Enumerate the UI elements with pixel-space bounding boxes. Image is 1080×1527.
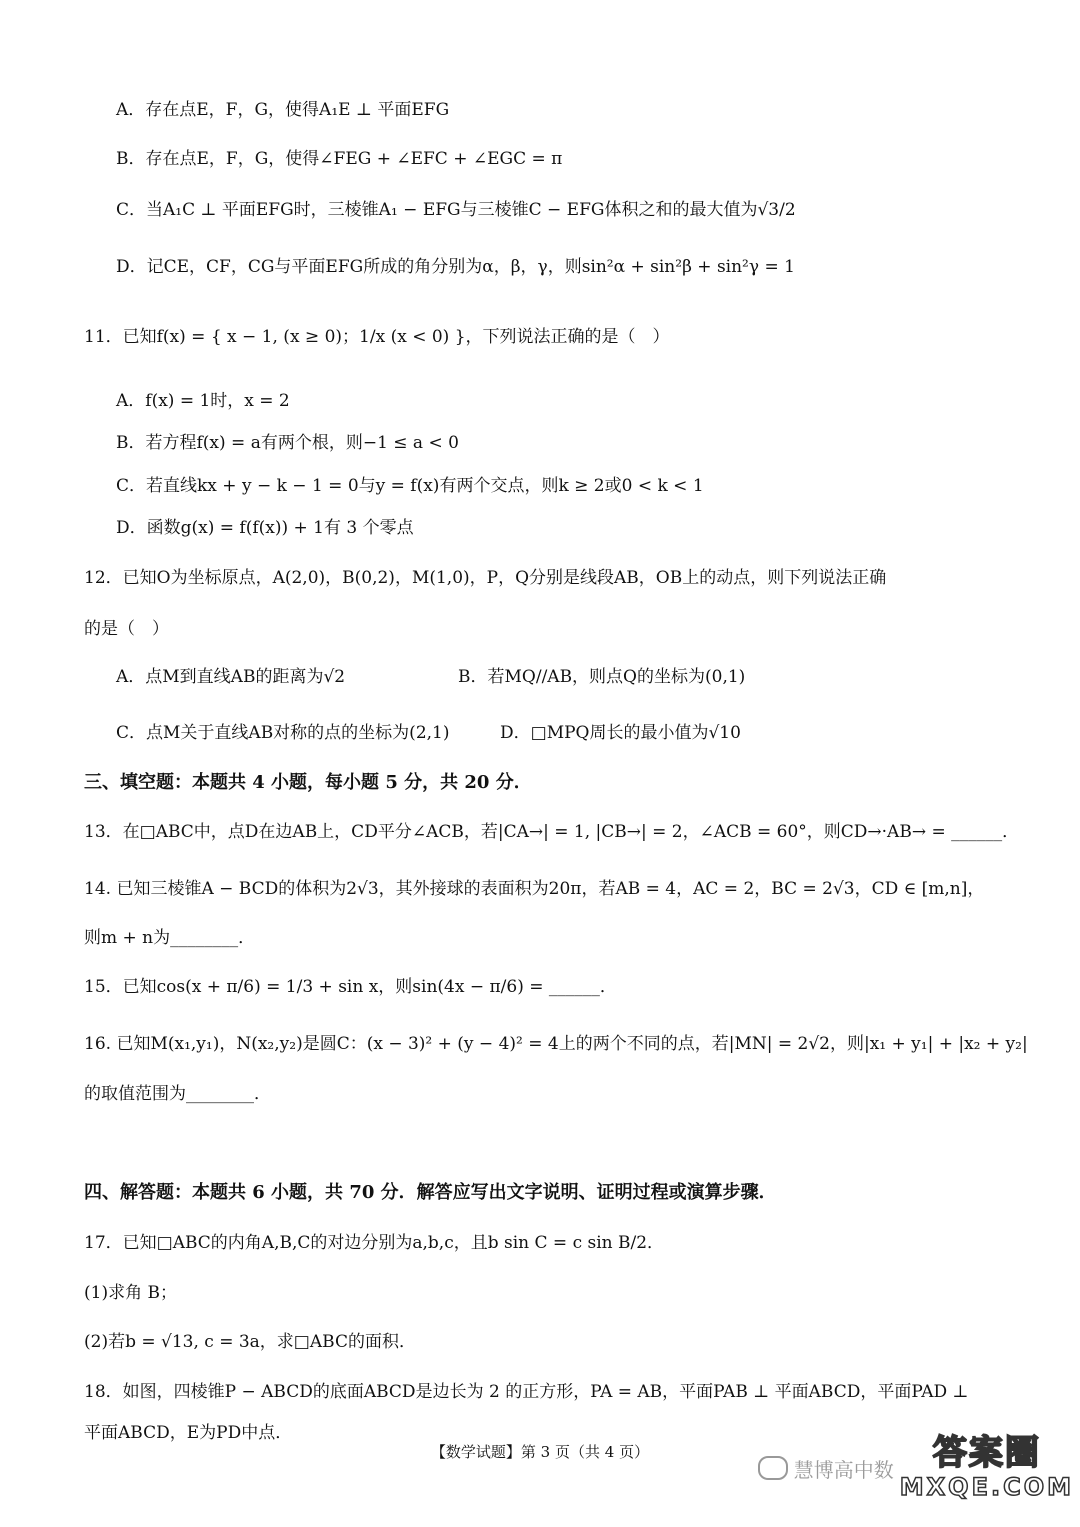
page-footer: 【数学试题】第 3 页（共 4 页） <box>430 1443 650 1461</box>
q17-stem: 17．已知□ABC的内角A,B,C的对边分别为a,b,c，且b sin C = c sin B/2． <box>84 1233 665 1253</box>
watermark-site: MXQE.COM <box>899 1473 1074 1501</box>
watermark-account: 慧博高中数 <box>793 1457 894 1482</box>
watermark <box>758 1434 1074 1502</box>
q10-option-a: A．存在点E，F，G，使得A₁E ⊥ 平面EFG <box>116 100 450 120</box>
q10-option-c: C．当A₁C ⊥ 平面EFG时，三棱锥A₁ − EFG与三棱锥C − EFG体积之和的最大值为√3/2 <box>116 200 796 220</box>
q13: 13．在□ABC中，点D在边AB上，CD平分∠ACB，若|CA→| = 1, |CB→| = 2，∠ACB = 60°，则CD→·AB→ = ______． <box>84 822 1020 842</box>
q12-option-b: B．若MQ//AB，则点Q的坐标为(0,1) <box>458 667 746 687</box>
q12-stem-line2: 的是（ ） <box>84 619 169 639</box>
q10-option-d: D．记CE，CF，CG与平面EFG所成的角分别为α，β，γ，则sin²α + sin²β + sin²γ = 1 <box>116 257 795 277</box>
watermark-logo <box>900 1434 1074 1502</box>
q17-part1: (1)求角 B； <box>84 1283 177 1303</box>
q18-line2: 平面ABCD，E为PD中点． <box>84 1423 293 1443</box>
q12-stem-line1: 12．已知O为坐标原点，A(2,0)，B(0,2)，M(1,0)，P，Q分别是线段AB，OB上的动点，则下列说法正确 <box>84 568 887 588</box>
q11-option-c: C．若直线kx + y − k − 1 = 0与y = f(x)有两个交点，则k ≥ 2或0 < k < 1 <box>116 476 704 496</box>
section-4-heading: 四、解答题：本题共 6 小题，共 70 分．解答应写出文字说明、证明过程或演算步骤． <box>84 1182 777 1203</box>
q15: 15．已知cos(x + π/6) = 1/3 + sin x，则sin(4x − π/6) = ______． <box>84 977 617 997</box>
section-3-heading: 三、填空题：本题共 4 小题，每小题 5 分，共 20 分． <box>84 772 532 793</box>
q17-part2: (2)若b = √13, c = 3a，求□ABC的面积． <box>84 1332 416 1352</box>
watermark-logo-text: 答案圈 <box>932 1433 1041 1473</box>
wechat-icon <box>758 1456 788 1480</box>
q16-line1: 16. 已知M(x₁,y₁)，N(x₂,y₂)是圆C：(x − 3)² + (y − 4)² = 4上的两个不同的点，若|MN| = 2√2，则|x₁ + y₁| + |x₂ + y₂| <box>84 1034 1028 1054</box>
q12-option-c: C．点M关于直线AB对称的点的坐标为(2,1) <box>116 723 450 743</box>
q11-option-b: B．若方程f(x) = a有两个根，则−1 ≤ a < 0 <box>116 433 459 453</box>
q14-line2: 则m + n为________． <box>84 928 256 948</box>
q18-line1: 18．如图，四棱锥P − ABCD的底面ABCD是边长为 2 的正方形，PA = AB，平面PAB ⊥ 平面ABCD，平面PAD ⊥ <box>84 1382 969 1402</box>
q11-stem: 11．已知f(x) = { x − 1, (x ≥ 0)；1/x (x < 0) }，下列说法正确的是（ ） <box>84 327 670 347</box>
q11-option-a: A．f(x) = 1时，x = 2 <box>116 391 290 411</box>
q12-option-a: A．点M到直线AB的距离为√2 <box>116 667 346 687</box>
q11-option-d: D．函数g(x) = f(f(x)) + 1有 3 个零点 <box>116 518 414 538</box>
q14-line1: 14. 已知三棱锥A − BCD的体积为2√3，其外接球的表面积为20π，若AB = 4，AC = 2，BC = 2√3，CD ∈ [m,n]， <box>84 879 985 899</box>
q10-option-b: B．存在点E，F，G，使得∠FEG + ∠EFC + ∠EGC = π <box>116 149 563 169</box>
q16-line2: 的取值范围为________． <box>84 1084 271 1104</box>
q12-option-d: D．□MPQ周长的最小值为√10 <box>500 723 741 743</box>
